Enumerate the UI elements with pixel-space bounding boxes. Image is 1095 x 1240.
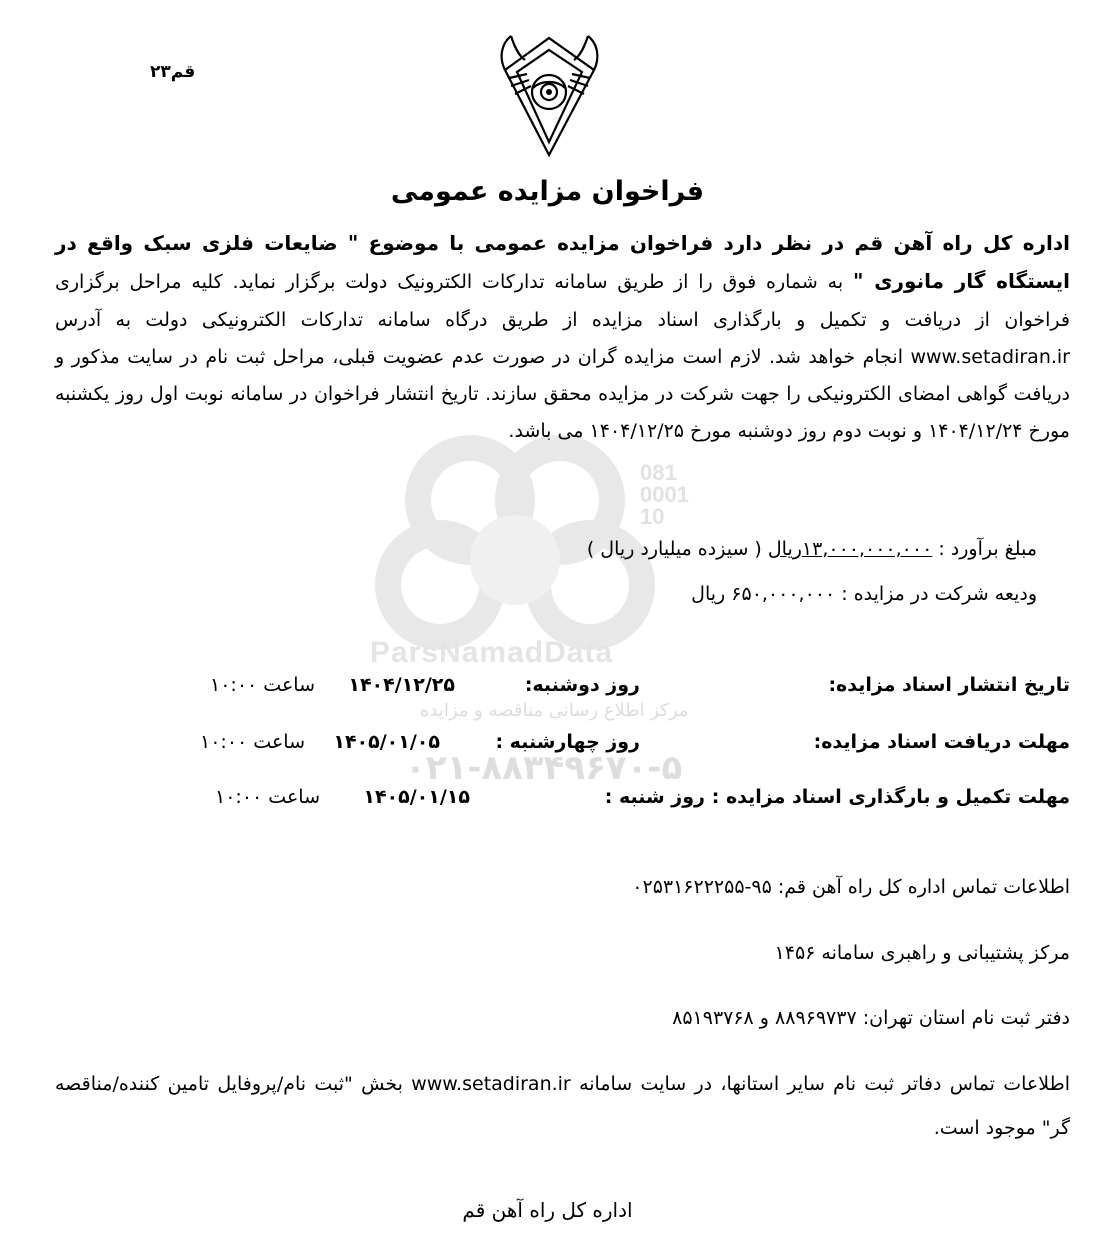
page-title: فراخوان مزایده عمومی — [390, 176, 705, 207]
contact-railway: اطلاعات تماس اداره کل راه آهن قم: ۹۵-۰۲۵۳۱۶۲۲۲۵۵ — [632, 876, 1070, 898]
schedule-time: ساعت ۱۰:۰۰ — [215, 786, 320, 808]
schedule-label: مهلت تکمیل و بارگذاری اسناد مزایده : — [711, 786, 1070, 808]
schedule-day: روز دوشنبه: — [524, 674, 640, 696]
schedule-time: ساعت ۱۰:۰۰ — [210, 674, 315, 696]
estimate-label: مبلغ برآورد : — [938, 538, 1037, 560]
schedule-day: روز شنبه : — [604, 786, 705, 808]
watermark-phone: ۰۲۱-۸۸۳۴۹۶۷۰-۵ — [405, 748, 683, 788]
watermark-line: مرکز اطلاع رسانی مناقصه و مزایده — [420, 700, 689, 721]
watermark-digits: 081 0001 10 — [640, 460, 689, 529]
schedule-label: مهلت دریافت اسناد مزایده: — [813, 731, 1070, 753]
schedule-date: ۱۴۰۵/۰۱/۰۵ — [333, 731, 440, 753]
contact-other-text-a: اطلاعات تماس دفاتر ثبت نام سایر استانها، در سایت سامانه — [579, 1073, 1071, 1095]
deposit-line: ودیعه شرکت در مزایده : ۶۵۰,۰۰۰,۰۰۰ ریال — [691, 583, 1037, 605]
intro-text-2: انجام خواهد شد. لازم است مزایده گران در صورت عدم عضویت قبلی، مراحل ثبت نام در سایت مذکور و دریافت گواهی امضای الکترونیکی را جهت شرکت در مزایده محقق سازند. تاریخ انتشار فراخوان در سامانه نوبت اول روز یکشنبه مورخ ۱۴۰۴/۱۲/۲۴ و نوبت دوم روز دوشنبه مورخ ۱۴۰۴/۱۲/۲۵ می باشد. — [55, 345, 1070, 443]
document-code: قم۲۳ — [150, 62, 196, 82]
estimate-words: ( سیزده میلیارد ریال ) — [586, 538, 762, 560]
setadiran-link[interactable]: www.setadiran.ir — [411, 1073, 571, 1095]
railway-logo-icon — [497, 30, 602, 160]
contact-other-text-b: بخش "ثبت نام/پروفایل تامین کننده/مناقصه گر" موجود است. — [55, 1073, 1070, 1139]
signature: اداره کل راه آهن قم — [462, 1198, 633, 1222]
estimate-line — [587, 538, 1037, 560]
schedule-time: ساعت ۱۰:۰۰ — [200, 731, 305, 753]
setadiran-link[interactable]: www.setadiran.ir — [910, 345, 1070, 368]
intro-lead: اداره کل راه آهن قم در نظر دارد فراخوان مزایده عمومی با موضوع " ضایعات فلزی سبک واقع در ایستگاه گار مانوری " — [55, 231, 1071, 294]
schedule-date: ۱۴۰۵/۰۱/۱۵ — [363, 786, 470, 808]
contact-support: مرکز پشتیبانی و راهبری سامانه ۱۴۵۶ — [774, 942, 1070, 964]
watermark-brand: ParsNamadData — [370, 636, 614, 669]
schedule-label: تاریخ انتشار اسناد مزایده: — [828, 674, 1070, 696]
schedule-date: ۱۴۰۴/۱۲/۲۵ — [348, 674, 455, 696]
schedule-day: روز چهارشنبه : — [495, 731, 640, 753]
contact-tehran-office: دفتر ثبت نام استان تهران: ۸۸۹۶۹۷۳۷ و ۸۵۱۹۳۷۶۸ — [672, 1007, 1070, 1029]
intro-paragraph — [55, 225, 1070, 451]
estimate-amount: ۱۳,۰۰۰,۰۰۰,۰۰۰ریال — [767, 538, 933, 560]
intro-text-1: به شماره فوق را از طریق سامانه تدارکات الکترونیک دولت برگزار نماید. کلیه مراحل برگزاری فراخوان از دریافت و تکمیل و بارگذاری اسناد مزایده از طریق درگاه سامانه تدارکات الکترونیکی دولت به آدرس — [55, 271, 1070, 331]
contact-other-offices — [55, 1062, 1070, 1150]
